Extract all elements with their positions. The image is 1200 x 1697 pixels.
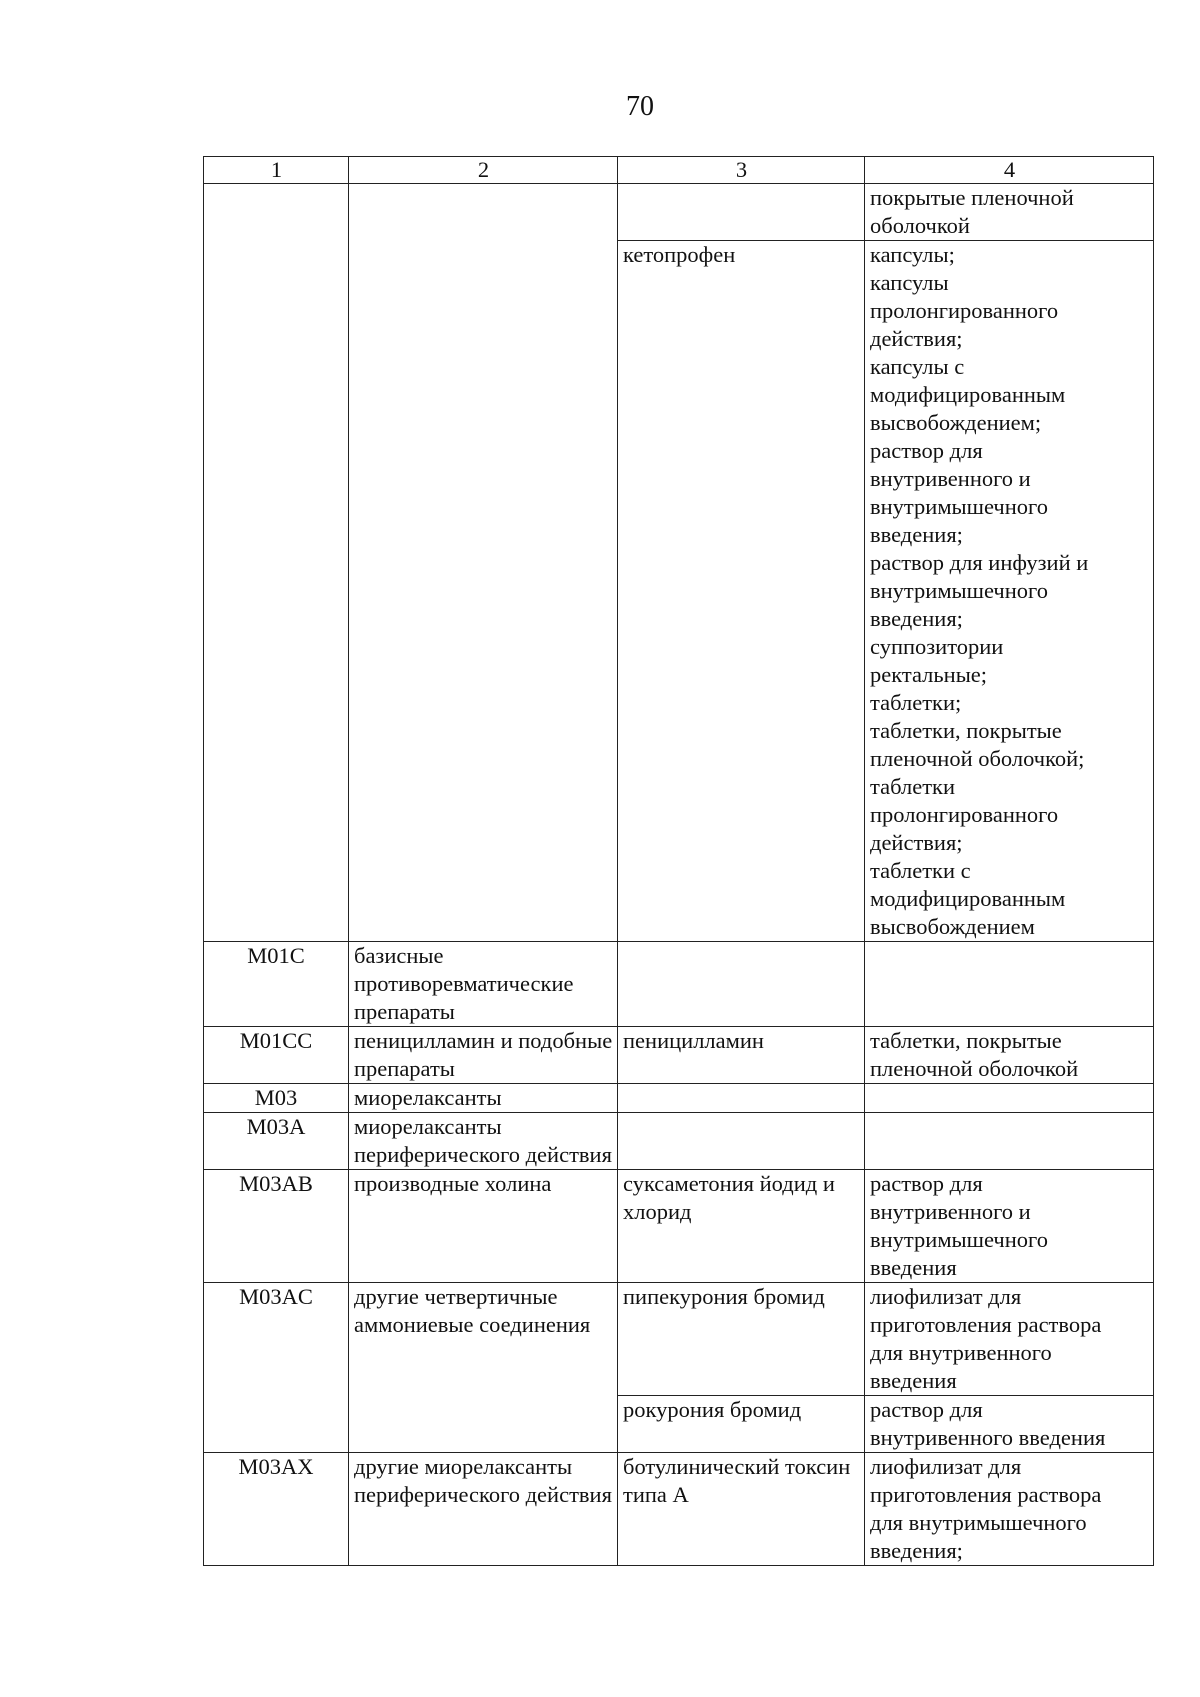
dosage-form-line: приготовления раствора [870, 1482, 1102, 1507]
table-body [204, 157, 1154, 1566]
drug-name-cell: пипекурония бромид [618, 1283, 865, 1396]
table-row [204, 184, 1154, 241]
dosage-forms-cell [865, 942, 1154, 1027]
dosage-form-line: модифицированным [870, 886, 1066, 911]
dosage-form-line: пленочной оболочкой; [870, 746, 1085, 771]
drug-name-cell [618, 942, 865, 1027]
dosage-form-line: раствор для [870, 438, 983, 463]
drug-name-cell [618, 184, 865, 241]
dosage-forms-cell [865, 1396, 1154, 1453]
dosage-form-line: введения [870, 1255, 957, 1280]
atc-code-cell: M01C [204, 942, 349, 1027]
drug-table [203, 156, 1154, 1566]
atc-code-cell [204, 184, 349, 942]
dosage-form-line: ректальные; [870, 662, 988, 687]
dosage-forms-cell [865, 1453, 1154, 1566]
group-name-cell: базисные противоревматические препараты [349, 942, 618, 1027]
dosage-form-line: раствор для инфузий и [870, 550, 1089, 575]
dosage-form-line: оболочкой [870, 213, 970, 238]
dosage-form-line: внутримышечного [870, 578, 1048, 603]
group-name-cell: миорелаксанты [349, 1084, 618, 1113]
dosage-form-line: капсулы [870, 270, 949, 295]
dosage-form-line: раствор для [870, 1397, 983, 1422]
table-row [204, 1170, 1154, 1283]
dosage-form-line: внутримышечного [870, 494, 1048, 519]
dosage-form-line: высвобождением; [870, 410, 1042, 435]
drug-name-cell: пеницилламин [618, 1027, 865, 1084]
dosage-form-line: пленочной оболочкой [870, 1056, 1079, 1081]
group-name-cell: миорелаксанты периферического действия [349, 1113, 618, 1170]
dosage-form-line: суппозитории [870, 634, 1004, 659]
dosage-form-line: модифицированным [870, 382, 1066, 407]
dosage-form-line: внутримышечного [870, 1227, 1048, 1252]
atc-code-cell: M03AB [204, 1170, 349, 1283]
atc-code-cell: M03AC [204, 1283, 349, 1453]
table-row [204, 1113, 1154, 1170]
dosage-form-line: для внутримышечного [870, 1510, 1087, 1535]
dosage-form-line: введения; [870, 1538, 963, 1563]
table-row [204, 1453, 1154, 1566]
dosage-form-line: таблетки, покрытые [870, 1028, 1062, 1053]
dosage-form-line: капсулы; [870, 242, 955, 267]
atc-code-cell: M03A [204, 1113, 349, 1170]
dosage-form-line: таблетки; [870, 690, 962, 715]
dosage-form-line: таблетки, покрытые [870, 718, 1062, 743]
table-row [204, 1084, 1154, 1113]
header-cell-4: 4 [865, 157, 1154, 184]
dosage-form-line: пролонгированного [870, 298, 1059, 323]
header-cell-1: 1 [204, 157, 349, 184]
dosage-form-line: для внутривенного [870, 1340, 1052, 1365]
dosage-form-line: таблетки [870, 774, 956, 799]
dosage-forms-cell [865, 1113, 1154, 1170]
table-row [204, 942, 1154, 1027]
dosage-form-line: пролонгированного [870, 802, 1059, 827]
dosage-forms-cell [865, 1170, 1154, 1283]
dosage-form-line: лиофилизат для [870, 1454, 1022, 1479]
dosage-form-line: внутривенного и [870, 466, 1031, 491]
dosage-form-line: раствор для [870, 1171, 983, 1196]
dosage-forms-cell [865, 184, 1154, 241]
dosage-forms-cell [865, 1283, 1154, 1396]
table-row [204, 1027, 1154, 1084]
dosage-form-line: действия; [870, 830, 963, 855]
drug-name-cell [618, 1113, 865, 1170]
group-name-cell: пеницилламин и подобные препараты [349, 1027, 618, 1084]
table-row [204, 1283, 1154, 1396]
drug-name-cell: кетопрофен [618, 241, 865, 942]
dosage-form-line: введения [870, 1368, 957, 1393]
dosage-forms-cell [865, 1084, 1154, 1113]
dosage-form-line: действия; [870, 326, 963, 351]
dosage-form-line: введения; [870, 522, 963, 547]
atc-code-cell: M03AX [204, 1453, 349, 1566]
drug-name-cell: суксаметония йодид и хлорид [618, 1170, 865, 1283]
dosage-form-line: внутривенного и [870, 1199, 1031, 1224]
atc-code-cell: M03 [204, 1084, 349, 1113]
group-name-cell: производные холина [349, 1170, 618, 1283]
drug-name-cell: рокурония бромид [618, 1396, 865, 1453]
atc-code-cell: M01CC [204, 1027, 349, 1084]
dosage-form-line: высвобождением [870, 914, 1035, 939]
header-cell-2: 2 [349, 157, 618, 184]
dosage-form-line: покрытые пленочной [870, 185, 1074, 210]
group-name-cell: другие миорелаксанты периферического действия [349, 1453, 618, 1566]
header-cell-3: 3 [618, 157, 865, 184]
dosage-form-line: капсулы с [870, 354, 965, 379]
drug-name-cell: ботулинический токсин типа А [618, 1453, 865, 1566]
group-name-cell: другие четвертичные аммониевые соединения [349, 1283, 618, 1453]
table-header-row [204, 157, 1154, 184]
dosage-form-line: внутривенного введения [870, 1425, 1106, 1450]
group-name-cell [349, 184, 618, 942]
dosage-forms-cell [865, 1027, 1154, 1084]
drug-name-cell [618, 1084, 865, 1113]
dosage-form-line: приготовления раствора [870, 1312, 1102, 1337]
dosage-form-line: введения; [870, 606, 963, 631]
dosage-form-line: таблетки с [870, 858, 971, 883]
dosage-form-line: лиофилизат для [870, 1284, 1022, 1309]
page-number: 70 [626, 91, 654, 122]
dosage-forms-cell [865, 241, 1154, 942]
